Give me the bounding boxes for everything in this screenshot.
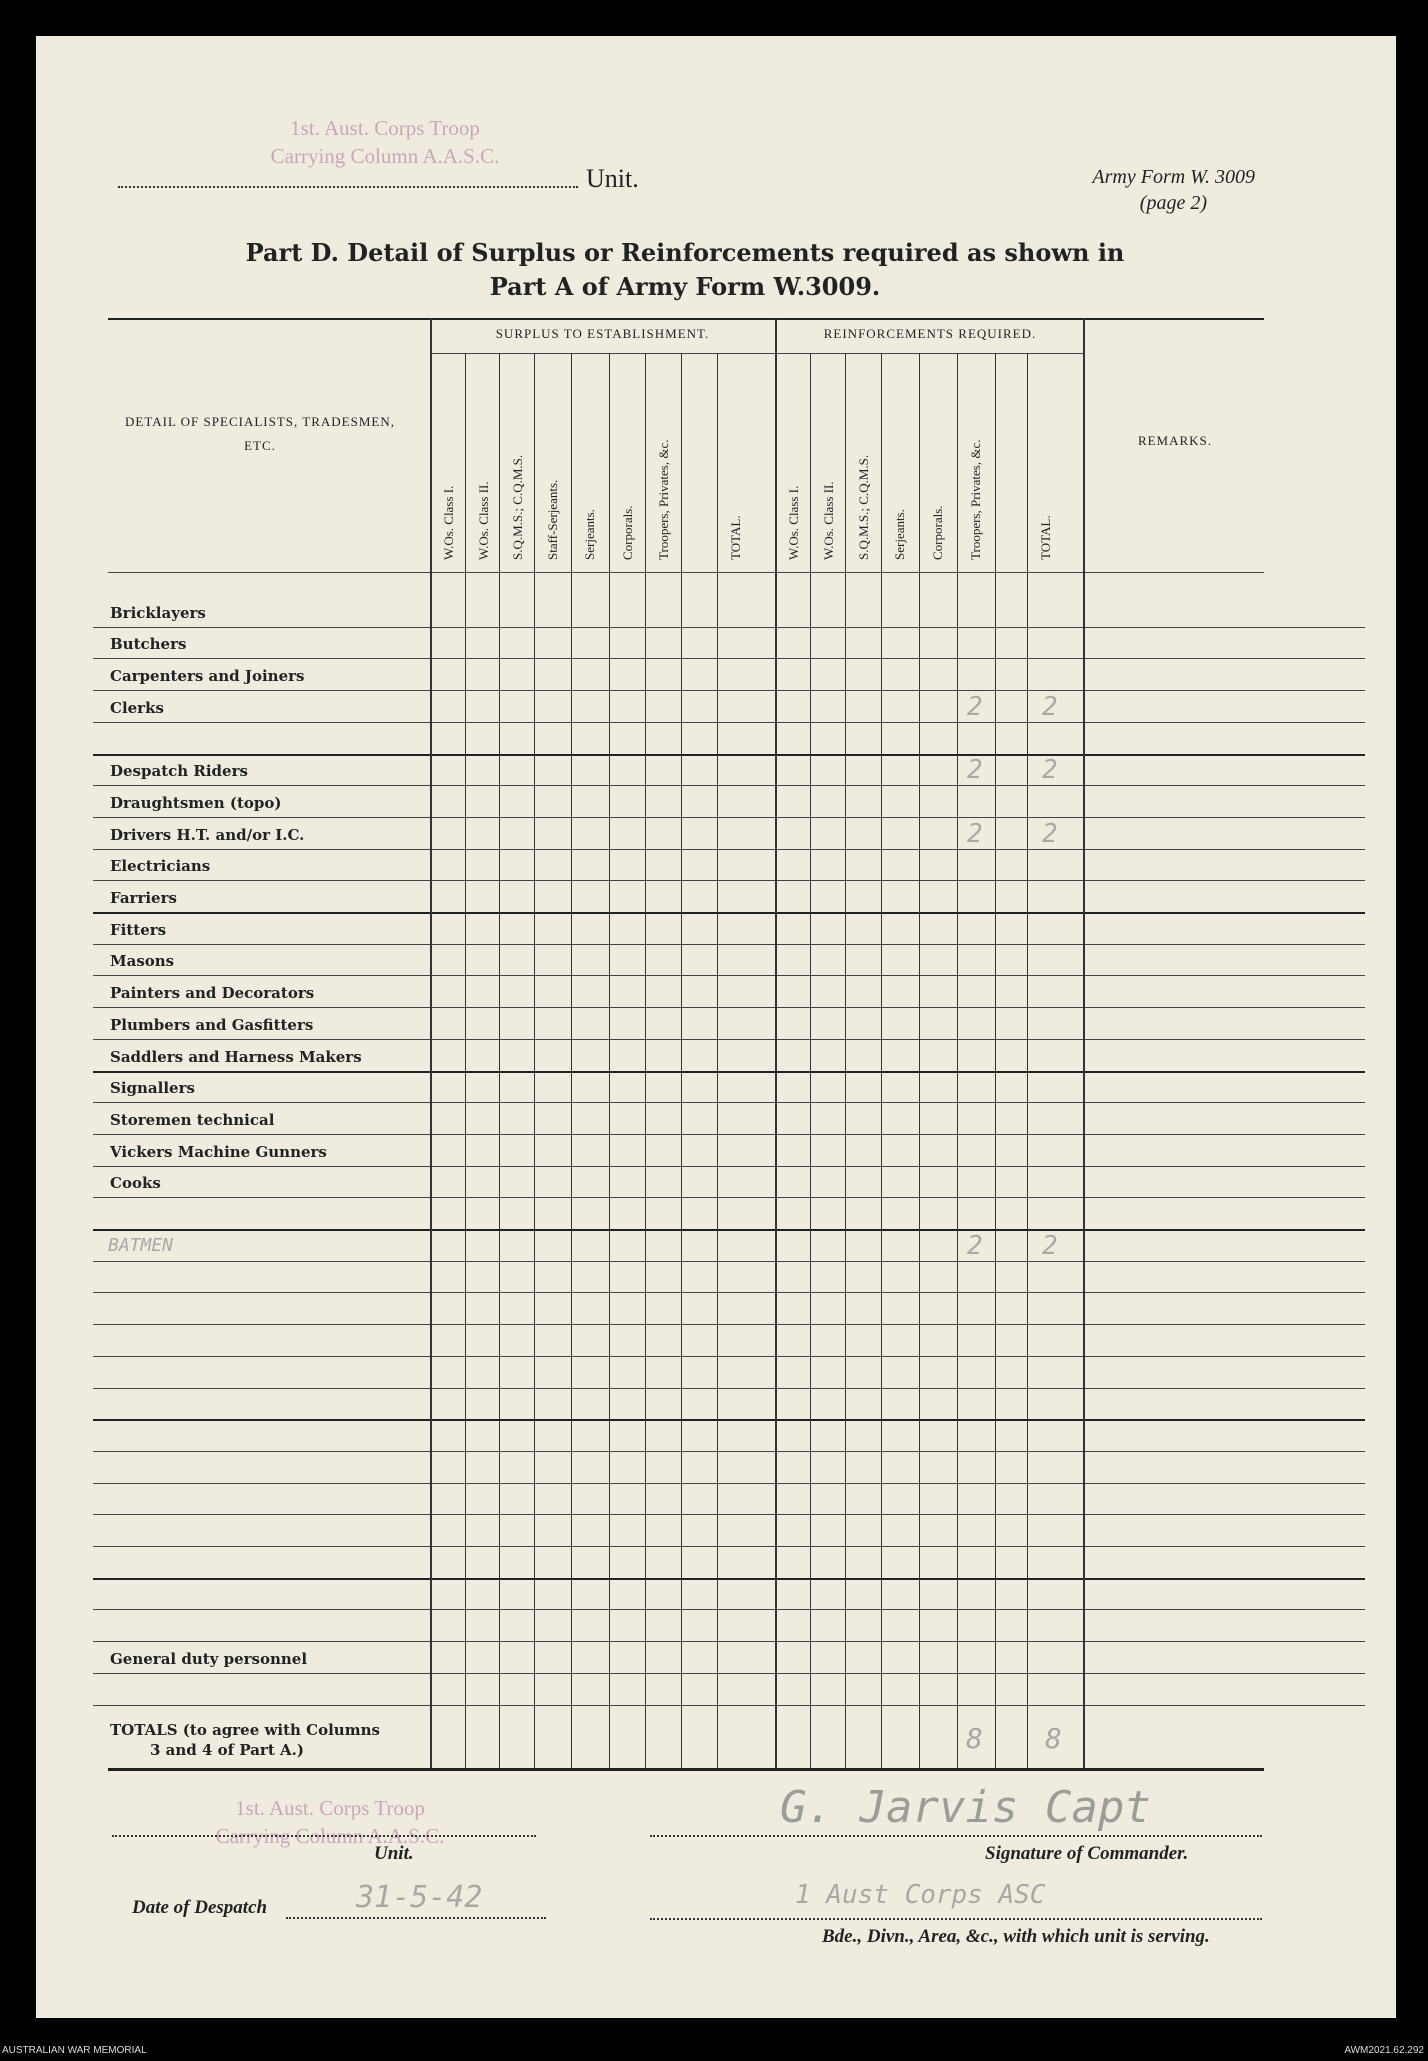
- table-row-label: Draughtsmen (topo): [110, 794, 282, 812]
- row-rule: [93, 1102, 1365, 1103]
- title-line1: Part D. Detail of Surplus or Reinforcements required as shown in: [245, 238, 1125, 267]
- date-label: Date of Despatch: [132, 1897, 268, 1918]
- row-rule: [93, 1451, 1365, 1452]
- column-rule: [534, 353, 535, 1768]
- total-value: 2: [1042, 755, 1058, 785]
- row-rule: [93, 1292, 1365, 1293]
- surplus-column-header: Troopers, Privates, &c.: [656, 439, 671, 560]
- row-rule: [93, 1609, 1365, 1610]
- row-rule: [93, 912, 1365, 914]
- column-rule: [645, 353, 646, 1768]
- unit-stamp-line1: 1st. Aust. Corps Troop: [290, 116, 480, 140]
- form-page-number: (page 2): [1139, 192, 1207, 214]
- row-rule: [93, 1578, 1365, 1580]
- surplus-column-header: Serjeants.: [582, 509, 597, 560]
- column-rule: [499, 353, 500, 1768]
- table-row-label: Bricklayers: [110, 604, 206, 622]
- form-number: Army Form W. 3009: [1092, 166, 1255, 188]
- footer-unit-label: Unit.: [374, 1843, 414, 1864]
- footer-stamp-line2: Carrying Column A.A.S.C.: [215, 1824, 445, 1848]
- archive-caption-right: AWM2021.62.292: [1344, 2045, 1424, 2056]
- table-row-label: Saddlers and Harness Makers: [110, 1048, 362, 1066]
- row-rule: [93, 1324, 1365, 1325]
- reinforcement-column-header: Troopers, Privates, &c.: [968, 439, 983, 560]
- troopers-value: 2: [967, 1231, 983, 1261]
- reinforcement-column-header: S.Q.M.S.; C.Q.M.S.: [856, 454, 871, 560]
- totals-label-line2: 3 and 4 of Part A.): [150, 1741, 304, 1759]
- row-rule: [93, 754, 1365, 756]
- unit-dotted-line: [118, 186, 578, 188]
- table-row-label: Despatch Riders: [110, 762, 248, 780]
- row-rule: [93, 658, 1365, 659]
- footer-unit-stamp: [170, 1794, 490, 1850]
- troopers-value: 2: [967, 692, 983, 722]
- surplus-header: SURPLUS TO ESTABLISHMENT.: [495, 326, 710, 341]
- column-rule: [1083, 318, 1085, 1768]
- page-title: [210, 236, 1160, 304]
- reinforcement-column-header: Corporals.: [930, 505, 945, 560]
- column-rule: [571, 353, 572, 1768]
- column-rule: [845, 353, 846, 1768]
- table-row-label: Signallers: [110, 1079, 195, 1097]
- group-header-divider: [430, 353, 1083, 354]
- reinforcement-column-header: W.Os. Class I.: [786, 485, 801, 560]
- reinforcement-column-header: TOTAL.: [1038, 515, 1053, 560]
- column-rule: [957, 353, 958, 1768]
- row-rule: [93, 944, 1365, 945]
- remarks-header: REMARKS.: [1137, 433, 1213, 448]
- row-rule: [93, 1229, 1365, 1231]
- row-rule: [93, 1356, 1365, 1357]
- title-line2: Part A of Army Form W.3009.: [489, 272, 881, 301]
- total-value: 2: [1042, 819, 1058, 849]
- table-row-label-handwritten: BATMEN: [108, 1235, 174, 1256]
- reinforcement-column-header: W.Os. Class II.: [821, 481, 836, 560]
- table-bottom-border: [108, 1768, 1264, 1771]
- row-rule: [93, 1134, 1365, 1135]
- row-rule: [93, 1673, 1365, 1674]
- column-rule: [881, 353, 882, 1768]
- surplus-column-header: Staff-Serjeants.: [545, 479, 560, 560]
- row-rule: [93, 1039, 1365, 1040]
- column-rule: [995, 353, 996, 1768]
- detail-header: DETAIL OF SPECIALISTS, TRADESMEN, ETC.: [125, 414, 395, 453]
- totals-total-value: 8: [1045, 1722, 1062, 1755]
- table-row-label: Butchers: [110, 635, 187, 653]
- commander-signature: G. Jarvis Capt: [780, 1782, 1151, 1833]
- row-rule: [93, 1261, 1365, 1262]
- row-rule: [93, 849, 1365, 850]
- table-row-label: Carpenters and Joiners: [110, 667, 305, 685]
- table-row-label: Fitters: [110, 921, 167, 939]
- row-rule: [93, 1546, 1365, 1547]
- row-rule: [93, 1388, 1365, 1389]
- footer-stamp-line1: 1st. Aust. Corps Troop: [235, 1796, 425, 1820]
- row-rule: [93, 627, 1365, 628]
- surplus-column-header: TOTAL.: [728, 515, 743, 560]
- header-bottom-border: [108, 572, 1264, 573]
- row-rule: [93, 1419, 1365, 1421]
- row-rule: [93, 975, 1365, 976]
- unit-stamp-line2: Carrying Column A.A.S.C.: [270, 144, 500, 168]
- table-row-label: Painters and Decorators: [110, 984, 315, 1002]
- row-rule: [93, 1514, 1365, 1515]
- table-row-label: Drivers H.T. and/or I.C.: [110, 826, 305, 844]
- bde-label: Bde., Divn., Area, &c., with which unit is serving.: [822, 1926, 1210, 1947]
- row-rule: [93, 880, 1365, 881]
- table-row-label: General duty personnel: [110, 1650, 308, 1668]
- footer-unit-line: [112, 1835, 536, 1837]
- total-value: 2: [1042, 1231, 1058, 1261]
- troopers-value: 2: [967, 755, 983, 785]
- bde-line: [650, 1918, 1262, 1920]
- column-rule: [430, 318, 432, 1768]
- row-rule: [93, 1641, 1365, 1642]
- column-rule: [919, 353, 920, 1768]
- column-rule: [810, 353, 811, 1768]
- table-row-label: Farriers: [110, 889, 177, 907]
- signature-label: Signature of Commander.: [985, 1843, 1189, 1864]
- surplus-column-header: Corporals.: [620, 505, 635, 560]
- table-row-label: Masons: [110, 952, 175, 970]
- totals-label: [110, 1720, 380, 1760]
- table-row-label: Clerks: [110, 699, 164, 717]
- table-row-label: Storemen technical: [110, 1111, 275, 1129]
- table-row-label: Cooks: [110, 1174, 161, 1192]
- reinforcements-header: REINFORCEMENTS REQUIRED.: [823, 326, 1037, 341]
- totals-label-line1: TOTALS (to agree with Columns: [110, 1721, 380, 1739]
- table-row-label: Plumbers and Gasfitters: [110, 1016, 314, 1034]
- row-rule: [93, 1197, 1365, 1198]
- totals-troopers-value: 8: [966, 1722, 983, 1755]
- column-rule: [717, 353, 718, 1768]
- table-row-label: Vickers Machine Gunners: [110, 1143, 327, 1161]
- row-rule: [93, 1071, 1365, 1073]
- column-rule: [609, 353, 610, 1768]
- row-rule: [93, 817, 1365, 818]
- row-rule: [93, 690, 1365, 691]
- column-rule: [775, 318, 777, 1768]
- date-value: 31-5-42: [356, 1880, 483, 1915]
- column-rule: [465, 353, 466, 1768]
- date-line: [286, 1917, 546, 1919]
- total-value: 2: [1042, 692, 1058, 722]
- troopers-value: 2: [967, 819, 983, 849]
- reinforcement-column-header: Serjeants.: [892, 509, 907, 560]
- unit-stamp: [215, 114, 555, 170]
- archive-caption-left: AUSTRALIAN WAR MEMORIAL: [2, 2045, 147, 2056]
- column-rule: [681, 353, 682, 1768]
- surplus-column-header: W.Os. Class II.: [476, 481, 491, 560]
- bde-value: 1 Aust Corps ASC: [795, 1880, 1046, 1910]
- row-rule: [93, 1166, 1365, 1167]
- form-number-block: [960, 164, 1255, 216]
- signature-line: [650, 1835, 1262, 1837]
- row-rule: [93, 722, 1365, 723]
- surplus-column-header: S.Q.M.S.; C.Q.M.S.: [510, 454, 525, 560]
- column-rule: [1027, 353, 1028, 1768]
- unit-label: Unit.: [586, 164, 639, 193]
- row-rule: [93, 785, 1365, 786]
- row-rule: [93, 1483, 1365, 1484]
- table-row-label: Electricians: [110, 857, 211, 875]
- row-rule: [93, 1705, 1365, 1706]
- row-rule: [93, 1007, 1365, 1008]
- table-top-border: [108, 318, 1264, 320]
- surplus-column-header: W.Os. Class I.: [441, 485, 456, 560]
